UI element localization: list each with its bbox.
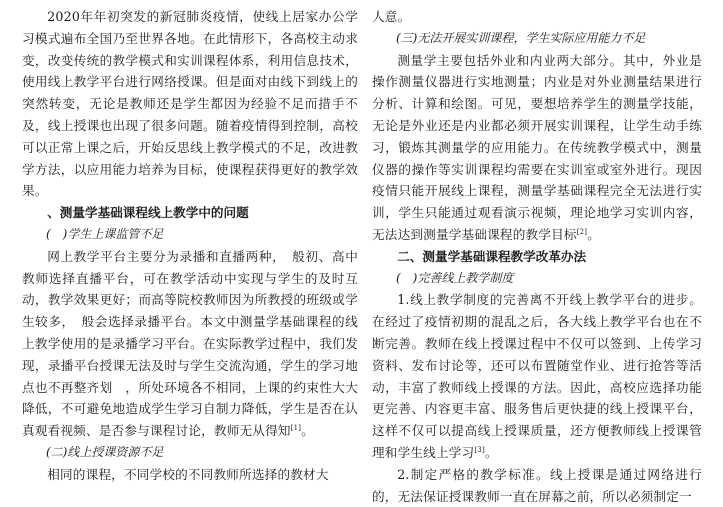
practical-training-end: 。 [587, 226, 601, 242]
section-heading-problems: 、测量学基础课程线上教学中的问题 [47, 205, 249, 221]
intro-paragraph: 2020年年初突发的新冠肺炎疫情，使线上居家办公学习模式遍布全国乃至世界各地。在此情形下，各高校主动求变，改变传统的教学模式和实训课程体系，利用信息技术，使用线上教学平台进行网络授课。但是面对由线下到线上的突然转变，无论是教师还是学生都因为经验不足而措手不及，线上授课也出现了很多问题。随着疫情得到控制，高校可以正常上课之后，开始反思线上教学模式的不足，改进教学方法，以应用能力培养为目标，使课程获得更好的教学效果。 [22, 9, 358, 199]
citation-ref-2: [2] [576, 227, 588, 236]
online-system-paragraph [372, 289, 702, 463]
resources-paragraph: 相同的课程，不同学校的不同教师所选择的教材大 [47, 466, 329, 482]
subheading-online-system: ( )完善线上教学制度 [396, 270, 514, 285]
supervision-paragraph-text: 网上教学平台主要分为录播和直播两种， 般初、高中教师选择直播平台，可在教学活动中实现与学生的及时互动，教学效果更好；而高等院校教师因为所教授的班级或学生较多， 般会选择录播平台。本文中测量学基础课程的线上教学使用的是录播学习平台。在实际教学过程中，我们发现，录播平台授课无法及时与学生交流沟通，学生的学习地点也不再整齐划 ，所处环境各不相同，上课的约束性大大降低，不可避免地造成学生学习自制力降低，学生是否在认真观看视频、是否参与课程讨论，教师无从得知 [22, 248, 358, 439]
supervision-paragraph-end: 。 [301, 423, 314, 439]
online-system-end: 。 [484, 444, 498, 460]
citation-ref-3: [3] [474, 445, 485, 454]
supervision-paragraph [22, 246, 358, 442]
online-system-text: 1.线上教学制度的完善离不开线上教学平台的进步。在经过了疫情初期的混乱之后，各大线上教学平台也在不断完善。教师在线上授课过程中不仅可以签到、上传学习资料、发布讨论等，还可以布置随堂作业、进行抢答等活动，丰富了教师线上授课的方法。因此，高校应选择功能更完善、内容更丰富、服务售后更快捷的线上授课平台，这样不仅可以提高线上授课质量，还方便教师线上授课管理和学生线上学习 [372, 292, 702, 460]
teaching-standard-paragraph: 2.制定严格的教学标准。线上授课是通过网络进行的，无法保证授课教师一直在屏幕之前，所以必须制定一 [372, 466, 702, 504]
section-heading-reform: 二、测量学基础课程教学改革办法 [397, 248, 587, 264]
continued-text: 人意。 [372, 9, 411, 24]
left-column [22, 6, 358, 486]
subheading-resources: (二)线上授课资源不足 [46, 444, 164, 459]
practical-training-text: 测量学主要包括外业和内业两大部分。其中，外业是操作测量仪器进行实地测量；内业是对外业测量结果进行分析、计算和绘图。可见，要想培养学生的测量学技能，无论是外业还是内业都必须开展实训课程，让学生动手练习，锻炼其测量学的应用能力。在传统教学模式中，测量仪器的操作等实训课程均需要在实训室或室外进行。现因疫情只能开展线上课程，测量学基础课程完全无法进行实训，学生只能通过观看演示视频，理论地学习实训内容，无法达到测量学基础课程的教学目标 [372, 52, 702, 242]
subheading-supervision: ( )学生上课监管不足 [46, 226, 164, 241]
citation-ref-1: [1] [290, 423, 302, 432]
subheading-practical-training: (三)无法开展实训课程，学生实际应用能力不足 [396, 30, 646, 45]
right-column [372, 6, 702, 507]
practical-training-paragraph [372, 50, 702, 246]
